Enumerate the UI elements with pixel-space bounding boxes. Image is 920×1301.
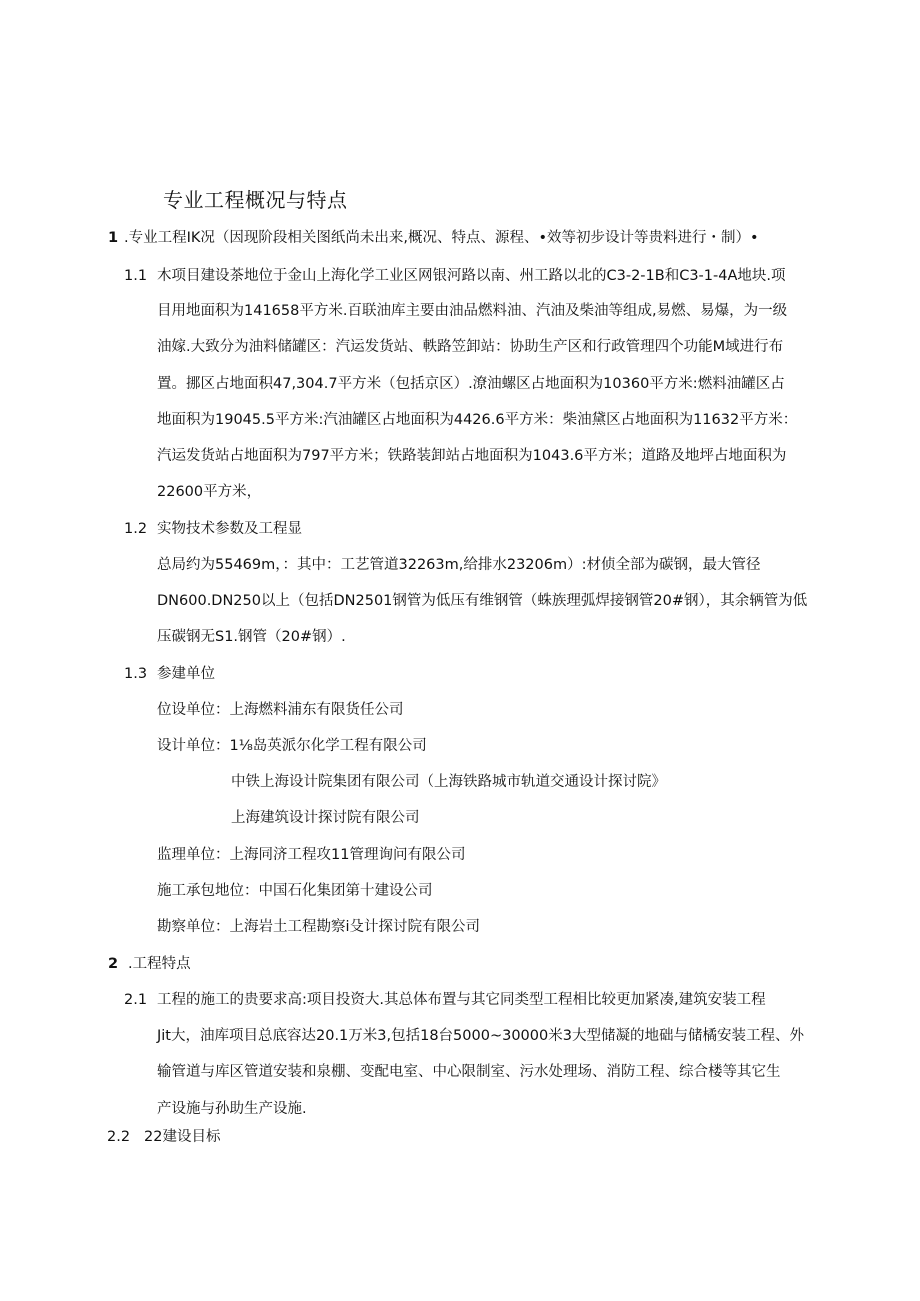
participant-owner: 位设单位：上海燃料浦东有限货任公司 xyxy=(157,702,404,718)
section-2-1-line: 产设施与孙助生产设施. xyxy=(157,1101,307,1117)
participant-supervisor: 监理单位：上海同济工程攻11管理询问有限公司 xyxy=(157,847,466,863)
page-title: 专业工程概况与特点 xyxy=(163,188,348,212)
section-1-number: 1 xyxy=(108,230,119,246)
section-1-3-number: 1.3 xyxy=(124,666,148,682)
section-1-2-line: 压碳钢无S1.钢管（20#钢）. xyxy=(157,629,346,645)
participant-designer-2: 中铁上海设计院集团有限公司（上海铁路城市轨道交通设计探讨院》 xyxy=(231,774,666,790)
section-2-1-line: 工程的施工的贵要求高:项目投资大.其总体布置与其它同类型工程相比较更加紧凑,建筑安装工程 xyxy=(157,992,766,1008)
section-1-1-line: 木项目建设茶地位于金山上海化学工业区网银河路以南、州工路以北的C3-2-1B和C3-1-4A地块.项 xyxy=(157,268,786,284)
section-2-2-number: 2.2 xyxy=(107,1129,131,1145)
section-1-1-line: 22600平方米， xyxy=(157,484,262,500)
section-1-3-heading: 参建单位 xyxy=(157,666,215,682)
section-1-2-line: DN600.DN250以上（包括DN2501钢管为低压有维钢管（蛛族理弧焊接钢管20#钢），其余辆管为低 xyxy=(157,593,808,609)
section-1-1-line: 汽运发货站占地面积为797平方米；铁路装卸站占地面积为1043.6平方米；道路及地坪占地面积为 xyxy=(157,448,787,464)
section-2-1-number: 2.1 xyxy=(124,992,148,1008)
participant-designer-3: 上海建筑设计探讨院有限公司 xyxy=(231,810,420,826)
section-2-heading: .工程特点 xyxy=(128,956,191,972)
participant-designer: 设计单位：1⅛岛英派尔化学工程有限公司 xyxy=(157,738,427,754)
section-1-2-number: 1.2 xyxy=(124,521,148,537)
section-2-1-line: 输管道与库区管道安装和泉棚、变配电室、中心限制室、污水处理场、消防工程、综合楼等其它生 xyxy=(157,1064,781,1080)
section-1-1-line: 油嫁.大致分为油料储罐区：汽运发货站、軼路笠卸站：协助生产区和行政管理四个功能M域进行布 xyxy=(157,339,784,355)
section-1-2-line: 总局约为55469m，：其中：工艺管道32263m,给排水23206m）:材侦全部为碳钢，最大管径 xyxy=(157,557,761,573)
section-2-1-line: Jit大，油库项目总底容达20.1万米3,包括18台5000~30000米3大型储凝的地础与储橘安装工程、外 xyxy=(157,1028,804,1044)
section-2-number: 2 xyxy=(108,956,119,972)
section-2-2-heading: 22建设目标 xyxy=(144,1129,221,1145)
section-1-1-line: 地面积为19045.5平方米:汽油罐区占地面积为4426.6平方米：柴油黛区占地面积为11632平方米： xyxy=(157,412,798,428)
section-1-heading: .专业工程IK况（因现阶段相关图纸尚未出来,概况、特点、源程、•效等初步设计等贵料进行・制）• xyxy=(124,230,759,246)
section-1-1-number: 1.1 xyxy=(124,268,148,284)
section-1-2-heading: 实物技术参数及工程显 xyxy=(157,521,302,537)
section-1-1-line: 目用地面积为141658平方米.百联油库主要由油品燃料油、汽油及柴油等组成,易燃、易爆，为一级 xyxy=(157,303,788,319)
participant-contractor: 施工承包地位：中国石化集团第十建设公司 xyxy=(157,883,433,899)
participant-surveyor: 勘察单位：上海岩土工程勘察i殳计探讨院有限公司 xyxy=(157,919,481,935)
section-1-1-line: 置。挪区占地面积47,304.7平方米（包括京区）.潦油螺区占地面积为10360平方米:燃料油罐区占 xyxy=(157,376,785,392)
